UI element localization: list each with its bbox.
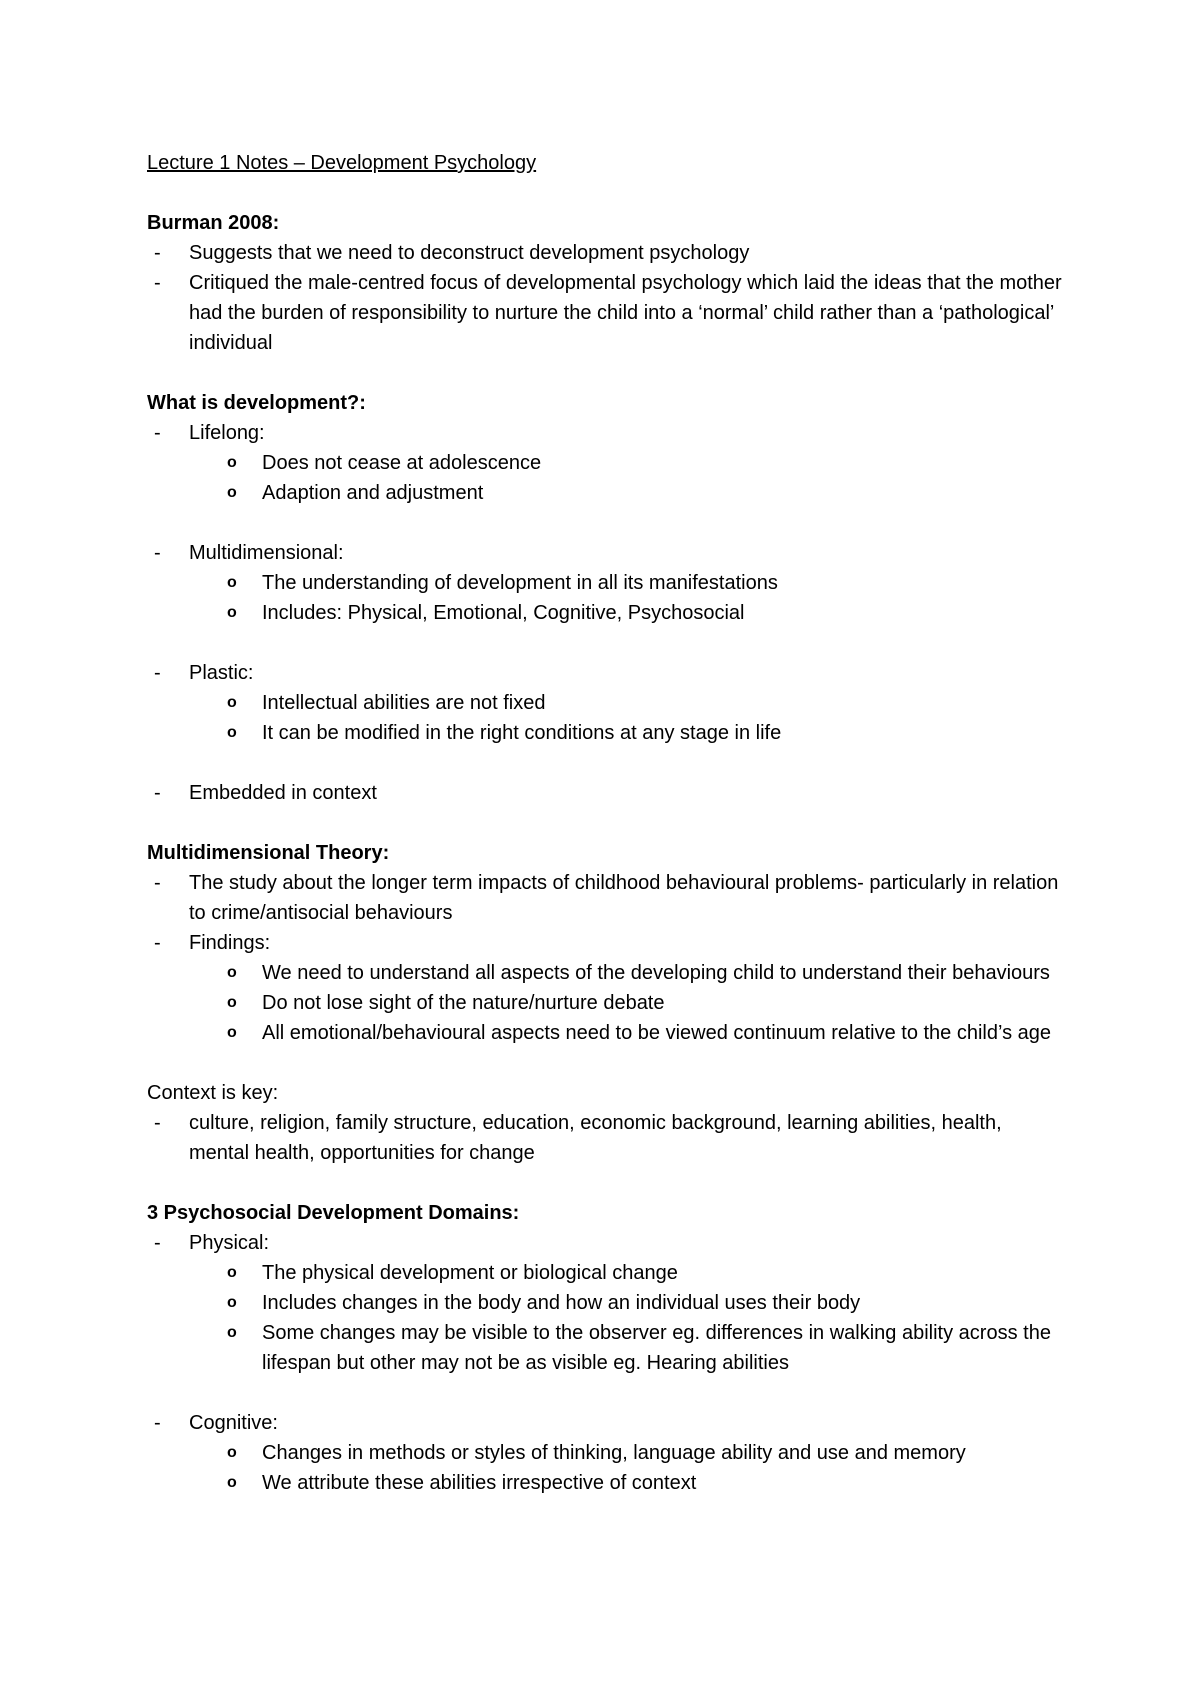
sub-list-item: [147, 478, 1067, 508]
sub-list-item-text: We attribute these abilities irrespective of context: [262, 1472, 697, 1494]
dash-bullet: -: [154, 422, 161, 444]
section: [147, 208, 1067, 358]
sub-list-item-text: We need to understand all aspects of the developing child to understand their behaviours: [262, 962, 1050, 984]
sub-list-item: [147, 1258, 1067, 1288]
list-item: [147, 658, 1067, 688]
bullet-list: [147, 238, 1067, 358]
list-item: [147, 1228, 1067, 1258]
list-item: [147, 1108, 1067, 1168]
sub-list-item: [147, 1438, 1067, 1468]
list-item-text: Lifelong:: [189, 422, 265, 444]
circle-bullet: o: [227, 1294, 237, 1311]
section: [147, 1198, 1067, 1498]
dash-bullet: -: [154, 1112, 161, 1134]
sub-list-item-text: The physical development or biological change: [262, 1262, 678, 1284]
list-item: [147, 268, 1067, 358]
list-item-text: Suggests that we need to deconstruct development psychology: [189, 242, 750, 264]
list-item: [147, 538, 1067, 568]
sub-list-item: [147, 988, 1067, 1018]
bullet-list: [147, 1108, 1067, 1168]
circle-bullet: o: [227, 1474, 237, 1491]
list-item-text: Plastic:: [189, 662, 254, 684]
list-item: [147, 928, 1067, 958]
dash-bullet: -: [154, 242, 161, 264]
list-item-text: Critiqued the male-centred focus of developmental psychology which laid the ideas that the mother had the burden of responsibility to nurture the child into a ‘normal’ child rather than a ‘pathological’ individual: [189, 272, 1062, 354]
sub-list-item-text: Do not lose sight of the nature/nurture debate: [262, 992, 665, 1014]
dash-bullet: -: [154, 662, 161, 684]
sub-list-item-text: Includes: Physical, Emotional, Cognitive, Psychosocial: [262, 602, 745, 624]
sub-list-item: [147, 718, 1067, 748]
sub-list-item-text: The understanding of development in all its manifestations: [262, 572, 778, 594]
circle-bullet: o: [227, 994, 237, 1011]
sub-list-item: [147, 1318, 1067, 1378]
circle-bullet: o: [227, 1024, 237, 1041]
spacer: [147, 508, 1067, 538]
sub-list-item-text: Some changes may be visible to the observer eg. differences in walking ability across the lifespan but other may not be as visible eg. Hearing abilities: [262, 1322, 1051, 1374]
list-item: [147, 418, 1067, 448]
sub-list-item-text: Adaption and adjustment: [262, 482, 484, 504]
list-item: [147, 868, 1067, 928]
section-heading: 3 Psychosocial Development Domains:: [147, 1202, 520, 1224]
sub-list-item-text: All emotional/behavioural aspects need to be viewed continuum relative to the child’s age: [262, 1022, 1052, 1044]
sub-list-item: [147, 598, 1067, 628]
circle-bullet: o: [227, 484, 237, 501]
sub-list-item: [147, 958, 1067, 988]
section: [147, 838, 1067, 1048]
list-item-text: Findings:: [189, 932, 271, 954]
list-item: [147, 238, 1067, 268]
section-heading: What is development?:: [147, 392, 366, 414]
dash-bullet: -: [154, 272, 161, 294]
dash-bullet: -: [154, 782, 161, 804]
sub-list-item: [147, 568, 1067, 598]
sub-list-item-text: It can be modified in the right conditions at any stage in life: [262, 722, 782, 744]
dash-bullet: -: [154, 1412, 161, 1434]
circle-bullet: o: [227, 1264, 237, 1281]
bullet-list: [147, 868, 1067, 1048]
circle-bullet: o: [227, 694, 237, 711]
sub-list-item-text: Intellectual abilities are not fixed: [262, 692, 546, 714]
sub-list-item: [147, 688, 1067, 718]
bullet-list: [147, 1228, 1067, 1498]
dash-bullet: -: [154, 542, 161, 564]
document-title: Lecture 1 Notes – Development Psychology: [147, 152, 537, 174]
circle-bullet: o: [227, 604, 237, 621]
spacer: [147, 628, 1067, 658]
spacer: [147, 1378, 1067, 1408]
circle-bullet: o: [227, 1324, 237, 1341]
circle-bullet: o: [227, 574, 237, 591]
circle-bullet: o: [227, 964, 237, 981]
sub-list-item-text: Changes in methods or styles of thinking, language ability and use and memory: [262, 1442, 966, 1464]
dash-bullet: -: [154, 1232, 161, 1254]
circle-bullet: o: [227, 454, 237, 471]
section: [147, 388, 1067, 808]
list-item: [147, 1408, 1067, 1438]
list-item-text: The study about the longer term impacts of childhood behavioural problems- particularly in relation to crime/antisocial behaviours: [189, 872, 1059, 924]
list-item: [147, 778, 1067, 808]
sub-list-item: [147, 448, 1067, 478]
circle-bullet: o: [227, 1444, 237, 1461]
document-page: [147, 148, 1067, 1528]
dash-bullet: -: [154, 872, 161, 894]
list-item-text: Multidimensional:: [189, 542, 344, 564]
sub-list-item: [147, 1018, 1067, 1048]
sub-list-item-text: Does not cease at adolescence: [262, 452, 542, 474]
section-heading: Context is key:: [147, 1082, 279, 1104]
sub-list-item: [147, 1468, 1067, 1498]
list-item-text: Embedded in context: [189, 782, 377, 804]
sub-list-item: [147, 1288, 1067, 1318]
list-item-text: culture, religion, family structure, education, economic background, learning abilities, health, mental health, opportunities for change: [189, 1112, 1002, 1164]
document-body: [147, 208, 1067, 1498]
list-item-text: Cognitive:: [189, 1412, 278, 1434]
section: [147, 1078, 1067, 1168]
bullet-list: [147, 418, 1067, 808]
sub-list-item-text: Includes changes in the body and how an individual uses their body: [262, 1292, 861, 1314]
list-item-text: Physical:: [189, 1232, 270, 1254]
circle-bullet: o: [227, 724, 237, 741]
section-heading: Multidimensional Theory:: [147, 842, 390, 864]
section-heading: Burman 2008:: [147, 212, 280, 234]
spacer: [147, 748, 1067, 778]
dash-bullet: -: [154, 932, 161, 954]
